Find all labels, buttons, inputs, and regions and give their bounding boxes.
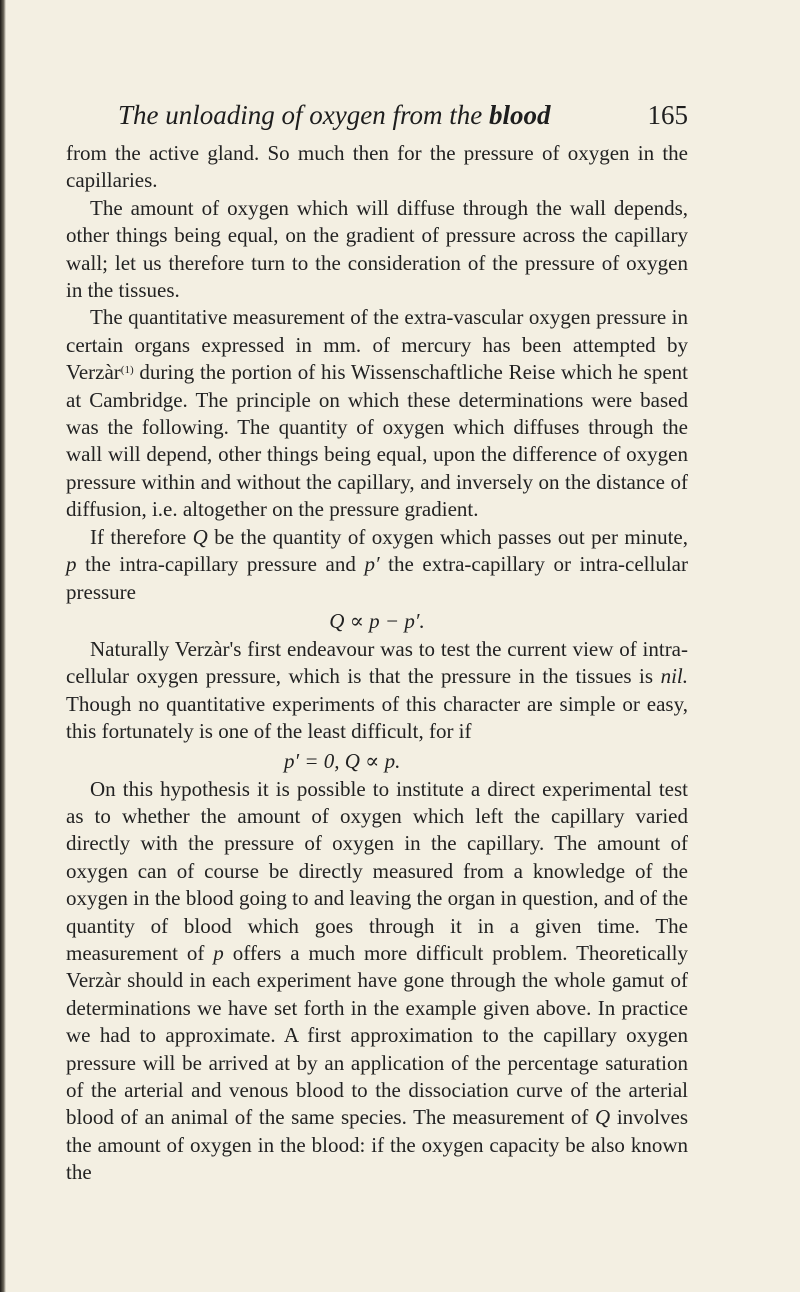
paragraph-6-part-c: involves the amount of oxygen in the blood: if the oxygen capacity be also known the	[66, 1105, 688, 1185]
paragraph-5-part-a: Naturally Verzàr's first endeavour was to test the current view of intra-cellular oxygen pressure, which is that the pressure in the tissues is	[66, 636, 688, 689]
paragraph-4-part-b: be the quantity of oxygen which passes out per minute,	[207, 524, 688, 549]
paragraph-2: The amount of oxygen which will diffuse through the wall depends, other things being equal, on the gradient of pressure across the capillary wall; let us therefore turn to the consideration of the pressure of oxygen in the tissues.	[66, 195, 688, 303]
paragraph-3-part-b: during the portion of his Wissenschaftliche Reise which he spent at Cambridge. The principle on which these determinations were based was the following. The quantity of oxygen which diffuses through the wall will depend, other things being equal, upon the difference of oxygen pressure within and without the capillary, and inversely on the distance of diffusion, i.e. altogether on the pressure gradient.	[66, 360, 688, 522]
page-number: 165	[647, 100, 688, 130]
paragraph-5	[66, 636, 688, 746]
paragraph-4-part-d: the extra-capillary or intra-cellular pressure	[66, 552, 688, 604]
equation-2: p′ = 0, Q ∝ p.	[284, 748, 401, 773]
variable-p-prime: p′	[364, 552, 380, 577]
body-text	[66, 140, 688, 1187]
running-title	[118, 100, 550, 131]
variable-Q: Q	[192, 524, 208, 549]
paragraph-6	[66, 776, 688, 1187]
variable-Q: Q	[595, 1105, 611, 1130]
paragraph-3-part-a: The quantitative measurement of the extra-vascular oxygen pressure in certain organs expressed in mm. of mercury has been attempted by Verzàr	[66, 305, 688, 385]
equation-1: Q ∝ p − p′.	[329, 608, 425, 633]
paragraph-6-part-b: offers a much more difficult problem. Theoretically Verzàr should in each experiment have gone through the whole gamut of determinations we have set forth in the example given above. In practice we had to approximate. A first approximation to the capillary oxygen pressure will be arrived at by an application of the percentage saturation of the arterial and venous blood to the dissociation curve of the arterial blood of an animal of the same species. The measurement of	[66, 940, 689, 1130]
running-title-italic: The unloading of oxygen from the	[118, 100, 483, 130]
paragraph-5-part-b: Though no quantitative experiments of this character are simple or easy, this fortunately is one of the least difficult, for if	[66, 691, 688, 744]
paragraph-6-part-a: On this hypothesis it is possible to institute a direct experimental test as to whether the amount of oxygen which left the capillary varied directly with the pressure of oxygen in the capillary. The amount of oxygen can of course be directly measured from a knowledge of the oxygen in the blood going to and leaving the organ in question, and of the quantity of blood which goes through it in a given time. The measurement of	[66, 776, 688, 965]
paragraph-4-part-c: the intra-capillary pressure and	[76, 552, 365, 577]
running-head	[118, 100, 688, 136]
variable-p: p	[213, 940, 224, 965]
paragraph-4-part-a: If therefore	[90, 524, 193, 549]
page-edge-shadow	[0, 0, 6, 1292]
variable-p: p	[66, 552, 77, 577]
emphasis-nil: nil.	[660, 664, 688, 689]
footnote-marker: (1)	[120, 364, 134, 377]
paragraph-3	[66, 304, 688, 523]
paragraph-1: from the active gland. So much then for the pressure of oxygen in the capillaries.	[66, 141, 688, 193]
paragraph-4	[66, 524, 688, 606]
running-title-bold: blood	[488, 100, 551, 130]
